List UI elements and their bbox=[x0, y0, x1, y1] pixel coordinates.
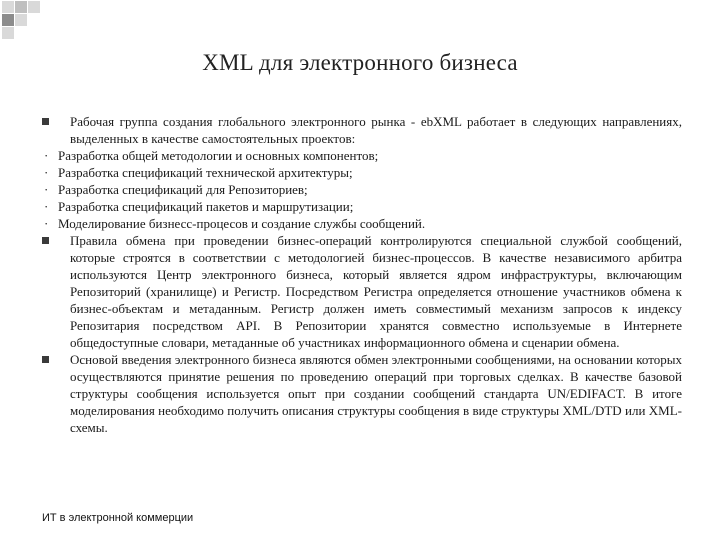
slide-footer: ИТ в электронной коммерции bbox=[42, 512, 194, 524]
square-bullet-icon bbox=[42, 356, 49, 363]
bullet-text: Правила обмена при проведении бизнес-операций контролируются специальной службой сообщений, которые строятся в соответствии с методологией бизнес-процессов. В качестве независимого арбитра используются Центр электронного бизнеса, который является ядром инфраструктуры, включающим Репозиторий (хранилище) и Регистр. Посредством Регистра определяется отношение участников обмена к бизнес-объектам и метаданным. Регистр должен иметь совместимый механизм запросов к индексу Репозитария посредством API. В Репозитории хранятся совместно используемые в Интернете общедоступные словари, метаданные об участниках информационного обмена и сценарии обмена. bbox=[70, 233, 682, 350]
deco-square bbox=[2, 14, 14, 26]
sub-bullet-text: Разработка общей методологии и основных компонентов; bbox=[58, 148, 379, 163]
deco-square bbox=[15, 1, 27, 13]
sub-bullet-text: Разработка спецификаций пакетов и маршрутизации; bbox=[58, 199, 354, 214]
sub-bullet-item bbox=[42, 181, 682, 198]
sub-bullet-text: Разработка спецификаций для Репозиториев; bbox=[58, 182, 308, 197]
corner-decoration-squares bbox=[0, 0, 52, 42]
deco-square bbox=[2, 27, 14, 39]
slide-title: XML для электронного бизнеса bbox=[202, 50, 518, 75]
sub-bullet-item bbox=[42, 147, 682, 164]
square-bullet-icon bbox=[42, 237, 49, 244]
dot-bullet-icon: · bbox=[44, 216, 49, 231]
sub-bullet-item bbox=[42, 215, 682, 232]
bullet-item bbox=[42, 232, 682, 351]
dot-bullet-icon: · bbox=[44, 165, 49, 180]
sub-bullet-item bbox=[42, 198, 682, 215]
dot-bullet-icon: · bbox=[44, 199, 49, 214]
sub-bullet-text: Разработка спецификаций технической архитектуры; bbox=[58, 165, 353, 180]
square-bullet-icon bbox=[42, 118, 49, 125]
bullet-item bbox=[42, 351, 682, 436]
bullet-text: Рабочая группа создания глобального электронного рынка - ebXML работает в следующих направлениях, выделенных в качестве самостоятельных проектов: bbox=[70, 114, 682, 146]
sub-bullet-item bbox=[42, 164, 682, 181]
dot-bullet-icon: · bbox=[44, 148, 49, 163]
sub-bullet-text: Моделирование бизнесс-процесов и создание службы сообщений. bbox=[58, 216, 426, 231]
dot-bullet-icon: · bbox=[44, 182, 49, 197]
deco-square bbox=[2, 1, 14, 13]
slide-body bbox=[42, 113, 682, 436]
bullet-text: Основой введения электронного бизнеса являются обмен электронными сообщениями, на основании которых осуществляются принятие решения по проведению операций при торговых сделках. В качестве базовой структуры сообщения используется опыт при создании сообщений стандарта UN/EDIFACT. В итоге моделирования необходимо получить описания структуры сообщения в виде структуры XML/DTD или XML-схемы. bbox=[70, 352, 682, 435]
deco-square bbox=[15, 14, 27, 26]
deco-square bbox=[28, 1, 40, 13]
bullet-item bbox=[42, 113, 682, 147]
